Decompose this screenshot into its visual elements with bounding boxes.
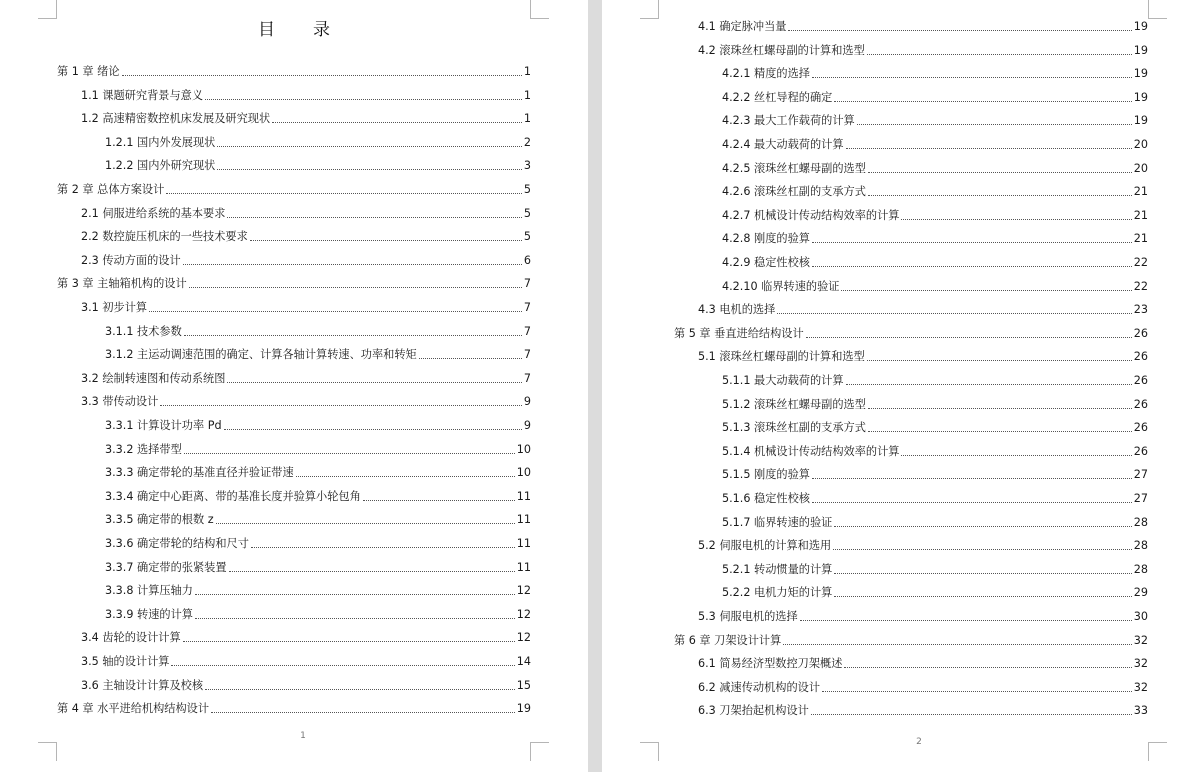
toc-entry[interactable] [81, 224, 531, 244]
toc-leader-dots [227, 217, 521, 218]
toc-leader-dots [788, 30, 1131, 31]
toc-entry-page: 28 [1133, 515, 1148, 529]
toc-leader-dots [184, 453, 515, 454]
toc-leader-dots [183, 264, 522, 265]
toc-entry[interactable] [722, 415, 1148, 435]
toc-entry[interactable] [722, 439, 1148, 459]
toc-leader-dots [777, 313, 1131, 314]
crop-mark [38, 742, 57, 761]
toc-leader-dots [800, 620, 1132, 621]
toc-leader-dots [363, 500, 515, 501]
toc-entry-page: 5 [523, 230, 531, 244]
toc-entry[interactable] [722, 132, 1148, 152]
toc-leader-dots [834, 526, 1131, 527]
toc-entry-page: 26 [1133, 374, 1148, 387]
toc-entry-title: 5.1.2 滚珠丝杠螺母副的选型 [722, 397, 866, 411]
toc-entry[interactable] [698, 344, 1148, 364]
toc-entry[interactable] [105, 555, 531, 575]
toc-entry-title: 3.3.5 确定带的根数 z [105, 513, 214, 527]
toc-entry-title: 第 2 章 总体方案设计 [57, 183, 165, 196]
toc-entry-title: 3.1 初步计算 [81, 301, 148, 314]
toc-entry-page: 23 [1133, 303, 1148, 317]
toc-entry-title: 5.2.1 转动惯量的计算 [722, 562, 833, 576]
toc-entry-page: 27 [1133, 468, 1148, 482]
toc-entry[interactable] [81, 649, 531, 669]
toc-leader-dots [868, 408, 1132, 409]
toc-leader-dots [296, 476, 515, 477]
toc-entry-title: 2.1 伺服进给系统的基本要求 [81, 206, 226, 220]
toc-entry-title: 1.2.2 国内外研究现状 [105, 159, 216, 173]
toc-entry[interactable] [81, 248, 531, 268]
toc-entry-page: 33 [1133, 704, 1148, 718]
toc-entry-title: 6.3 刀架抬起机构设计 [698, 704, 809, 718]
toc-entry-title: 4.2.5 滚珠丝杠螺母副的选型 [722, 161, 866, 175]
toc-entry-page: 7 [523, 277, 531, 291]
toc-entry[interactable] [722, 226, 1148, 246]
toc-entry[interactable] [722, 179, 1148, 199]
toc-entry-title: 5.2 伺服电机的计算和选用 [698, 539, 832, 553]
toc-entry[interactable] [722, 203, 1148, 223]
toc-entry[interactable] [722, 156, 1148, 176]
toc-leader-dots [844, 667, 1131, 668]
toc-leader-dots [160, 405, 522, 406]
toc-entry[interactable] [698, 651, 1148, 671]
toc-entry-title: 4.2.3 最大工作载荷的计算 [722, 114, 855, 128]
toc-entry[interactable] [105, 153, 531, 173]
toc-entry-title: 2.2 数控旋压机床的一些技术要求 [81, 230, 248, 244]
toc-entry-title: 5.3 伺服电机的选择 [698, 610, 798, 623]
toc-entry[interactable] [57, 696, 531, 716]
toc-leader-dots [272, 122, 522, 123]
toc-entry[interactable] [105, 578, 531, 598]
toc-leader-dots [806, 337, 1132, 338]
toc-entry[interactable] [698, 14, 1148, 34]
toc-entry-title: 3.3.8 计算压轴力 [105, 584, 193, 598]
toc-entry-page: 32 [1133, 680, 1148, 694]
toc-entry-page: 14 [516, 655, 531, 668]
toc-entry-title: 第 1 章 绪论 [57, 65, 120, 78]
toc-entry-page: 6 [523, 253, 531, 267]
toc-entry[interactable] [81, 106, 531, 126]
toc-entry-title: 4.2.9 稳定性校核 [722, 256, 810, 269]
toc-entry-page: 2 [523, 135, 531, 149]
toc-entry-title: 5.1.6 稳定性校核 [722, 492, 810, 505]
toc-entry-page: 19 [1133, 114, 1148, 128]
document-page-1 [0, 0, 588, 772]
toc-entry-title: 6.2 减速传动机构的设计 [698, 680, 821, 694]
toc-entry[interactable] [722, 557, 1148, 577]
toc-entry-title: 3.3.4 确定中心距离、带的基准长度并验算小轮包角 [105, 489, 361, 503]
toc-entry-page: 32 [1133, 633, 1148, 647]
toc-entry[interactable] [698, 698, 1148, 718]
toc-entry-title: 3.3 带传动设计 [81, 395, 159, 409]
toc-leader-dots [812, 77, 1132, 78]
toc-leader-dots [171, 665, 514, 666]
toc-leader-dots [901, 455, 1131, 456]
toc-entry[interactable] [722, 462, 1148, 482]
page-number: 1 [300, 731, 306, 741]
page-number: 2 [916, 737, 922, 747]
toc-leader-dots [251, 547, 515, 548]
toc-entry-title: 5.1.5 刚度的验算 [722, 468, 810, 482]
crop-mark [640, 742, 659, 761]
toc-leader-dots [227, 382, 521, 383]
toc-entry-page: 26 [1133, 397, 1148, 411]
toc-leader-dots [812, 266, 1132, 267]
toc-entry[interactable] [722, 85, 1148, 105]
toc-entry-page: 11 [516, 489, 531, 503]
toc-entry-title: 3.3.2 选择带型 [105, 442, 182, 456]
toc-entry-page: 5 [523, 206, 531, 220]
toc-entry[interactable] [57, 177, 531, 197]
toc-leader-dots [822, 691, 1132, 692]
toc-entry-page: 1 [523, 88, 531, 102]
toc-leader-dots [229, 571, 515, 572]
toc-leader-dots [834, 573, 1131, 574]
toc-entry-page: 7 [523, 301, 531, 314]
toc-entry-title: 第 6 章 刀架设计计算 [674, 633, 782, 647]
toc-entry-title: 3.1.2 主运动调速范围的确定、计算各轴计算转速、功率和转矩 [105, 348, 417, 362]
toc-leader-dots [183, 641, 515, 642]
toc-entry[interactable] [698, 297, 1148, 317]
toc-entry[interactable] [722, 108, 1148, 128]
toc-entry[interactable] [722, 392, 1148, 412]
crop-mark [1148, 0, 1167, 19]
toc-entry-page: 26 [1133, 444, 1148, 458]
toc-entry-title: 5.1.4 机械设计传动结构效率的计算 [722, 444, 900, 458]
toc-leader-dots [217, 146, 522, 147]
toc-leader-dots [834, 596, 1131, 597]
toc-leader-dots [149, 311, 522, 312]
toc-entry-page: 19 [1133, 67, 1148, 81]
toc-entry[interactable] [698, 675, 1148, 695]
toc-entry-title: 4.2.4 最大动载荷的计算 [722, 138, 844, 151]
toc-entry-title: 1.1 课题研究背景与意义 [81, 88, 204, 102]
toc-entry-page: 30 [1133, 610, 1148, 623]
toc-entry-page: 10 [516, 466, 531, 480]
toc-entry[interactable] [698, 38, 1148, 58]
toc-entry-page: 27 [1133, 492, 1148, 505]
toc-entry-title: 3.3.1 计算设计功率 Pd [105, 419, 222, 432]
toc-entry-page: 22 [1133, 279, 1148, 293]
toc-entry-title: 1.2 高速精密数控机床发展及研究现状 [81, 112, 271, 126]
toc-entry-page: 28 [1133, 539, 1148, 553]
toc-heading: 目录 [258, 20, 368, 40]
toc-entry-page: 29 [1133, 586, 1148, 600]
toc-entry[interactable] [81, 201, 531, 221]
toc-entry-title: 3.1.1 技术参数 [105, 324, 182, 338]
toc-leader-dots [205, 689, 515, 690]
toc-leader-dots [867, 360, 1132, 361]
toc-entry[interactable] [722, 250, 1148, 270]
toc-entry-page: 11 [516, 513, 531, 527]
crop-mark [530, 742, 549, 761]
toc-entry[interactable] [674, 321, 1148, 341]
toc-entry-page: 10 [516, 442, 531, 456]
toc-leader-dots [419, 358, 522, 359]
crop-mark [1148, 742, 1167, 761]
toc-entry[interactable] [105, 342, 531, 362]
toc-entry[interactable] [105, 602, 531, 622]
toc-entry-title: 第 4 章 水平进给机构结构设计 [57, 702, 210, 716]
toc-leader-dots [205, 99, 522, 100]
page-gap [588, 0, 602, 772]
toc-leader-dots [195, 618, 515, 619]
toc-entry[interactable] [105, 507, 531, 527]
toc-entry[interactable] [81, 625, 531, 645]
toc-entry-title: 3.3.7 确定带的张紧装置 [105, 560, 227, 574]
toc-entry-title: 5.1.7 临界转速的验证 [722, 515, 833, 529]
toc-entry[interactable] [105, 531, 531, 551]
toc-leader-dots [812, 502, 1132, 503]
toc-leader-dots [195, 594, 515, 595]
toc-leader-dots [166, 193, 522, 194]
toc-leader-dots [834, 101, 1131, 102]
toc-entry-title: 3.3.9 转速的计算 [105, 607, 193, 621]
toc-entry-page: 19 [1133, 43, 1148, 57]
toc-entry-title: 2.3 传动方面的设计 [81, 253, 181, 267]
toc-entry-page: 21 [1133, 208, 1148, 222]
toc-entry-page: 21 [1133, 232, 1148, 246]
toc-entry-title: 4.2.6 滚珠丝杠副的支承方式 [722, 185, 866, 199]
toc-entry[interactable] [105, 484, 531, 504]
toc-entry-page: 28 [1133, 562, 1148, 576]
toc-leader-dots [216, 523, 515, 524]
toc-entry[interactable] [722, 274, 1148, 294]
toc-entry[interactable] [81, 295, 531, 315]
toc-entry-page: 21 [1133, 185, 1148, 199]
toc-entry-title: 4.2.8 刚度的验算 [722, 232, 810, 246]
toc-entry-page: 7 [523, 348, 531, 362]
toc-entry-page: 5 [523, 183, 531, 196]
toc-entry-page: 1 [523, 65, 531, 78]
toc-entry-title: 4.1 确定脉冲当量 [698, 20, 787, 33]
toc-leader-dots [868, 195, 1132, 196]
toc-entry-page: 20 [1133, 161, 1148, 175]
toc-entry-title: 5.2.2 电机力矩的计算 [722, 586, 833, 600]
toc-entry[interactable] [105, 413, 531, 433]
toc-entry-page: 7 [523, 371, 531, 385]
toc-entry-page: 32 [1133, 657, 1148, 671]
toc-entry[interactable] [105, 130, 531, 150]
toc-entry[interactable] [722, 580, 1148, 600]
toc-entry[interactable] [57, 271, 531, 291]
toc-entry-title: 4.2.7 机械设计传动结构效率的计算 [722, 208, 900, 222]
toc-entry-page: 22 [1133, 256, 1148, 269]
toc-leader-dots [868, 431, 1132, 432]
toc-entry[interactable] [81, 366, 531, 386]
toc-entry-title: 1.2.1 国内外发展现状 [105, 135, 216, 149]
toc-leader-dots [901, 219, 1131, 220]
toc-entry[interactable] [81, 83, 531, 103]
toc-leader-dots [224, 429, 522, 430]
toc-entry-title: 4.2.1 精度的选择 [722, 67, 810, 81]
toc-leader-dots [833, 549, 1132, 550]
toc-entry-title: 5.1.1 最大动载荷的计算 [722, 374, 844, 387]
toc-entry-page: 19 [516, 702, 531, 716]
toc-entry-page: 11 [516, 560, 531, 574]
toc-entry[interactable] [105, 460, 531, 480]
toc-entry-title: 5.1.3 滚珠丝杠副的支承方式 [722, 421, 866, 435]
toc-entry-page: 1 [523, 112, 531, 126]
toc-leader-dots [812, 242, 1132, 243]
toc-leader-dots [841, 290, 1131, 291]
toc-entry-page: 12 [516, 607, 531, 621]
toc-entry[interactable] [722, 486, 1148, 506]
toc-leader-dots [184, 335, 522, 336]
toc-leader-dots [250, 240, 522, 241]
toc-entry[interactable] [674, 628, 1148, 648]
toc-entry-page: 7 [523, 324, 531, 338]
toc-entry-title: 4.3 电机的选择 [698, 303, 776, 317]
toc-entry-title: 3.5 轴的设计计算 [81, 655, 170, 668]
toc-entry-page: 20 [1133, 138, 1148, 151]
toc-entry[interactable] [722, 510, 1148, 530]
toc-entry[interactable] [722, 61, 1148, 81]
crop-mark [640, 0, 659, 19]
toc-leader-dots [846, 148, 1132, 149]
toc-entry-page: 12 [516, 631, 531, 645]
toc-leader-dots [217, 169, 522, 170]
toc-entry[interactable] [105, 437, 531, 457]
toc-entry-title: 6.1 简易经济型数控刀架概述 [698, 657, 843, 671]
toc-entry-page: 11 [516, 537, 531, 550]
toc-entry-page: 15 [516, 678, 531, 692]
toc-entry-page: 19 [1133, 20, 1148, 33]
toc-leader-dots [122, 75, 522, 76]
toc-entry-page: 9 [523, 419, 531, 432]
toc-entry-title: 3.2 绘制转速图和传动系统图 [81, 371, 226, 385]
toc-entry[interactable] [698, 533, 1148, 553]
toc-entry-page: 3 [523, 159, 531, 173]
toc-entry-page: 26 [1133, 350, 1148, 364]
toc-leader-dots [783, 644, 1131, 645]
toc-entry-page: 9 [523, 395, 531, 409]
toc-entry[interactable] [81, 673, 531, 693]
toc-entry-title: 4.2 滚珠丝杠螺母副的计算和选型 [698, 43, 865, 57]
toc-leader-dots [811, 714, 1132, 715]
toc-entry-title: 3.3.3 确定带轮的基准直径并验证带速 [105, 466, 294, 480]
toc-leader-dots [211, 712, 515, 713]
toc-leader-dots [857, 124, 1132, 125]
toc-entry[interactable] [722, 368, 1148, 388]
toc-entry-page: 12 [516, 584, 531, 598]
toc-leader-dots [867, 54, 1132, 55]
toc-entry-title: 5.1 滚珠丝杠螺母副的计算和选型 [698, 350, 865, 364]
toc-entry[interactable] [698, 604, 1148, 624]
toc-entry-page: 26 [1133, 326, 1148, 340]
toc-entry-title: 第 5 章 垂直进给结构设计 [674, 326, 804, 340]
toc-entry[interactable] [105, 319, 531, 339]
document-page-2 [602, 0, 1187, 772]
toc-entry[interactable] [57, 59, 531, 79]
toc-entry-title: 4.2.2 丝杠导程的确定 [722, 90, 833, 104]
toc-leader-dots [812, 478, 1132, 479]
toc-entry-page: 26 [1133, 421, 1148, 435]
toc-entry-title: 3.4 齿轮的设计计算 [81, 631, 181, 645]
toc-entry-title: 4.2.10 临界转速的验证 [722, 279, 840, 293]
toc-entry-title: 3.6 主轴设计计算及校核 [81, 678, 204, 692]
toc-leader-dots [189, 287, 522, 288]
toc-leader-dots [868, 172, 1132, 173]
toc-leader-dots [846, 384, 1132, 385]
toc-entry[interactable] [81, 389, 531, 409]
toc-entry-title: 3.3.6 确定带轮的结构和尺寸 [105, 537, 249, 550]
toc-entry-title: 第 3 章 主轴箱机构的设计 [57, 277, 187, 291]
toc-entry-page: 19 [1133, 90, 1148, 104]
